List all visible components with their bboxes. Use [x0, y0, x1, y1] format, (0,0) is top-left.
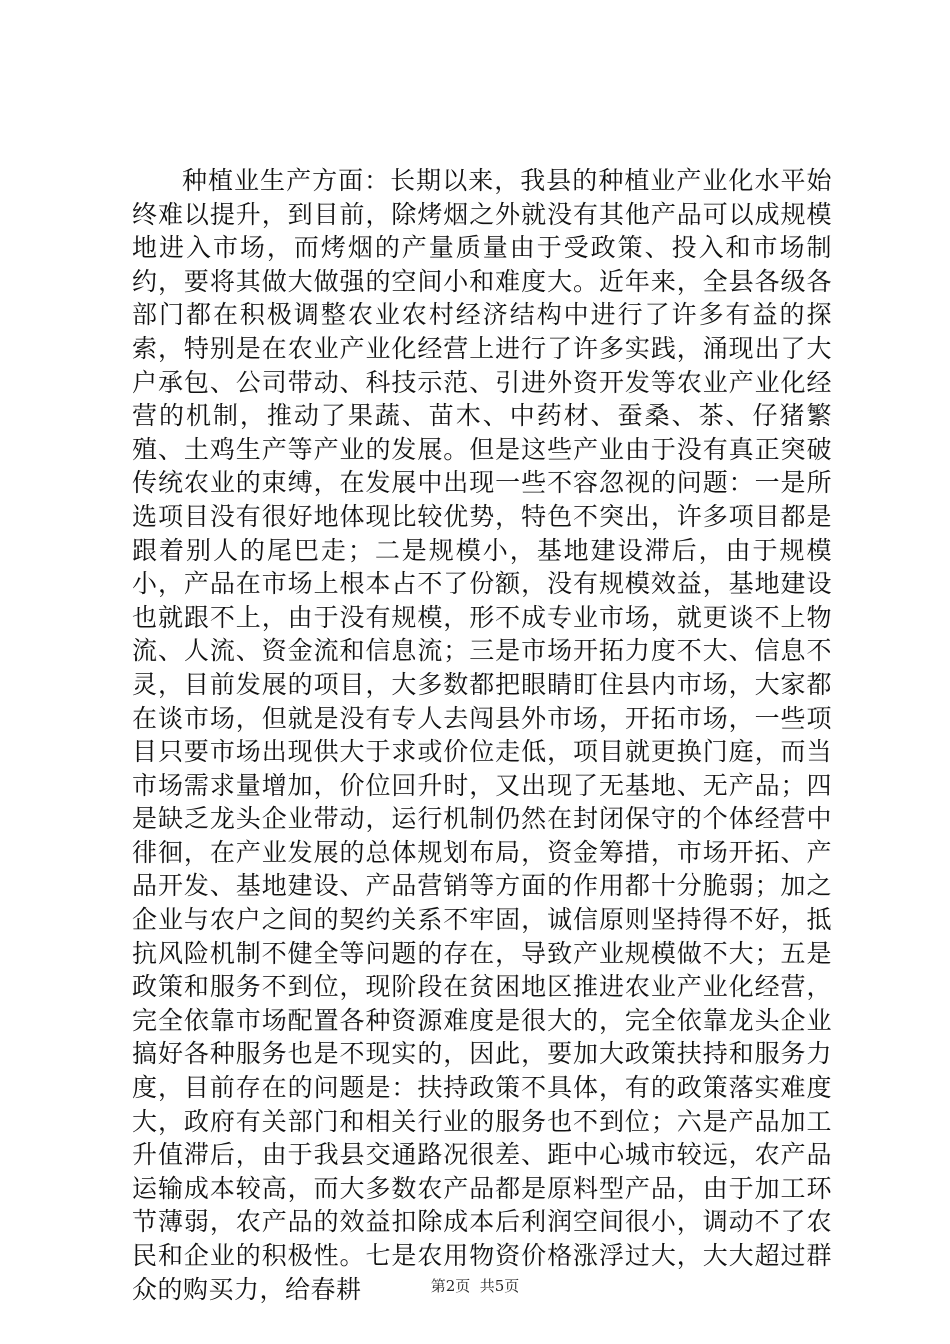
- page-footer: [0, 1276, 950, 1296]
- page-number: 第2页 共5页: [430, 1277, 520, 1295]
- body-paragraph: 种植业生产方面：长期以来，我县的种植业产业化水平始终难以提升，到目前，除烤烟之外就没有其他产品可以成规模地进入市场，而烤烟的产量质量由于受政策、投入和市场制约，要将其做大做强的空间小和难度大。近年来，全县各级各部门都在积极调整农业农村经济结构中进行了许多有益的探索，特别是在农业产业化经营上进行了许多实践，涌现出了大户承包、公司带动、科技示范、引进外资开发等农业产业化经营的机制，推动了果蔬、苗木、中药材、蚕桑、茶、仔猪繁殖、土鸡生产等产业的发展。但是这些产业由于没有真正突破传统农业的束缚，在发展中出现一些不容忽视的问题：一是所选项目没有很好地体现比较优势，特色不突出，许多项目都是跟着别人的尾巴走；二是规模小，基地建设滞后，由于规模小，产品在市场上根本占不了份额，没有规模效益，基地建设也就跟不上，由于没有规模，形不成专业市场，就更谈不上物流、人流、资金流和信息流；三是市场开拓力度不大、信息不灵，目前发展的项目，大多数都把眼睛盯住县内市场，大家都在谈市场，但就是没有专人去闯县外市场，开拓市场，一些项目只要市场出现供大于求或价位走低，项目就更换门庭，而当市场需求量增加，价位回升时，又出现了无基地、无产品；四是缺乏龙头企业带动，运行机制仍然在封闭保守的个体经营中徘徊，在产业发展的总体规划布局，资金筹措，市场开拓、产品开发、基地建设、产品营销等方面的作用都十分脆弱；加之企业与农户之间的契约关系不牢固，诚信原则坚持得不好，抵抗风险机制不健全等问题的存在，导致产业规模做不大；五是政策和服务不到位，现阶段在贫困地区推进农业产业化经营，完全依靠市场配置各种资源难度是很大的，完全依靠龙头企业搞好各种服务也是不现实的，因此，要加大政策扶持和服务力度，目前存在的问题是：扶持政策不具体，有的政策落实难度大，政府有关部门和相关行业的服务也不到位；六是产品加工升值滞后，由于我县交通路况很差、距中心城市较远，农产品运输成本较高，而大多数农产品都是原料型产品，由于加工环节薄弱，农产品的效益扣除成本后利润空间很小，调动不了农民和企业的积极性。七是农用物资价格涨浮过大，大大超过群众的购买力，给春耕: [132, 166, 832, 1304]
